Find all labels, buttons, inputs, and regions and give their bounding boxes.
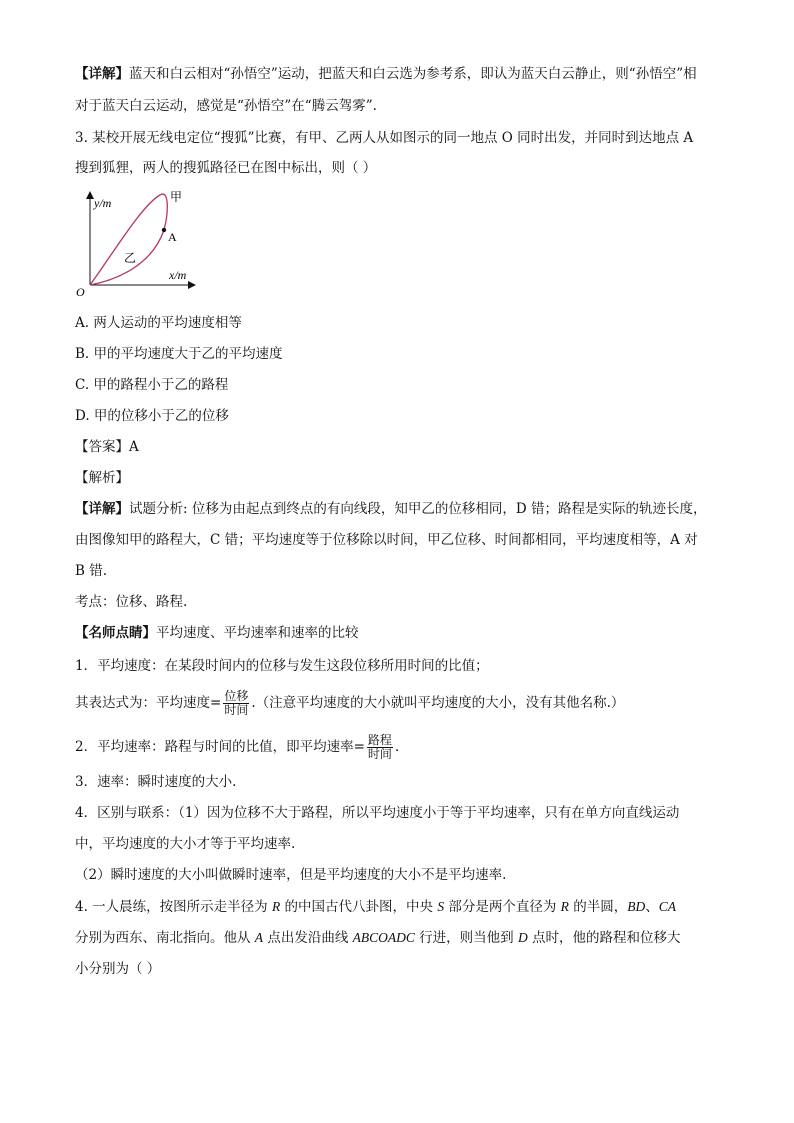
prev-detail-line-1 — [75, 64, 697, 84]
kaodian-line: 考点：位移、路程. — [75, 594, 188, 610]
item1-fraction-den: 时间 — [224, 703, 249, 717]
prev-detail-tag: 【详解】 — [75, 66, 129, 82]
q4-text-5: 、 — [645, 899, 659, 915]
origin-label: O — [76, 285, 85, 299]
q3-detail-line-3: B 错. — [75, 563, 108, 579]
q3-stem-line-1: 3. 某校开展无线电定位“搜狐”比赛，有甲、乙两人从如图示的同一地点 O 同时出发，并同时到达地点 A — [75, 130, 694, 146]
item3-line: 3．速率：瞬时速度的大小. — [75, 774, 237, 790]
q4-text-2: 的中国古代八卦图，中央 — [280, 899, 438, 915]
q4-var-a: A — [254, 930, 264, 945]
q4-var-bd: BD — [627, 899, 646, 914]
item4-line-3: （2）瞬时速度的大小叫做瞬时速率，但是平均速度的大小不是平均速率. — [75, 867, 507, 883]
item2-prefix: 2．平均速率：路程与时间的比值，即平均速率= — [75, 739, 365, 755]
q3-detail-tag: 【详解】 — [75, 501, 129, 517]
q4-var-r2: R — [560, 899, 569, 914]
item2-fraction-num: 路程 — [367, 733, 392, 747]
mingshi-title: 平均速度、平均速率和速率的比较 — [156, 625, 359, 641]
prev-detail-text-1: 蓝天和白云相对“孙悟空”运动，把蓝天和白云选为参考系，即认为蓝天白云静止，则“孙悟空”相 — [129, 66, 697, 82]
item2-fraction — [367, 734, 393, 761]
item2-line — [75, 732, 399, 762]
q3-stem-line-2: 搜到狐狸，两人的搜狐路径已在图中标出，则（ ） — [75, 160, 377, 176]
q4-text-8: 行进，则当他到 — [414, 930, 518, 946]
path-jia-label: 甲 — [170, 190, 183, 204]
q4-text-3: 部分是两个直径为 — [444, 899, 561, 915]
q4-text-4: 的半圆， — [568, 899, 628, 915]
item1-expr-prefix: 其表达式为：平均速度= — [75, 695, 222, 711]
item1-fraction — [223, 690, 249, 717]
item2-fraction-den: 时间 — [367, 747, 392, 761]
q3-figure — [72, 185, 202, 300]
q4-var-ca: CA — [658, 899, 676, 914]
answer-line: 【答案】A — [75, 439, 139, 455]
q4-stem-line-2 — [75, 928, 681, 948]
q3-detail-line-2: 由图像知甲的路程大，C 错；平均速度等于位移除以时间，甲乙位移、时间都相同，平均速度相等，A 对 — [75, 532, 698, 548]
x-axis-label: x/m — [169, 268, 187, 282]
q4-text-1: 4. 一人晨练，按图所示走半径为 — [75, 899, 272, 915]
q4-text-6: 分别为西东、南北指向。他从 — [75, 930, 255, 946]
path-yi-label: 乙 — [124, 251, 137, 265]
q3-detail-text-1: 试题分析: 位移为由起点到终点的有向线段，知甲乙的位移相同，D 错；路程是实际的轨迹长度， — [129, 501, 707, 517]
item2-suffix: . — [394, 739, 400, 755]
option-a: A. 两人运动的平均速度相等 — [75, 315, 242, 331]
y-axis-label: y/m — [94, 196, 112, 210]
q4-text-9: 点时，他的路程和位移大 — [527, 930, 681, 946]
point-a-dot — [162, 228, 166, 232]
item1-expr-suffix: .（注意平均速度的大小就叫平均速度的大小，没有其他名称.） — [251, 695, 625, 711]
item4-line-1: 4．区别与联系：（1）因为位移不大于路程，所以平均速度小于等于平均速率，只有在单方向直线运动 — [75, 805, 680, 821]
point-a-label: A — [168, 230, 177, 244]
q4-var-s: S — [437, 899, 445, 914]
q4-var-path: ABCOADC — [352, 930, 415, 945]
q4-stem-line-3: 小分别为（ ） — [75, 961, 161, 977]
mingshi-tag: 【名师点睛】 — [75, 625, 156, 641]
option-d: D. 甲的位移小于乙的位移 — [75, 408, 229, 424]
item4-line-2: 中，平均速度的大小才等于平均速率. — [75, 836, 296, 852]
q4-text-7: 点出发沿曲线 — [263, 930, 353, 946]
q4-var-r1: R — [271, 899, 281, 914]
item1-expr-line — [75, 688, 624, 718]
option-c: C. 甲的路程小于乙的路程 — [75, 377, 229, 393]
prev-detail-line-2: 对于蓝天白云运动，感觉是“孙悟空”在“腾云驾雾”. — [75, 98, 377, 114]
item1-line: 1．平均速度：在某段时间内的位移与发生这段位移所用时间的比值； — [75, 658, 489, 674]
option-b: B. 甲的平均速度大于乙的平均速度 — [75, 346, 283, 362]
q3-detail-line-1 — [75, 499, 706, 519]
analysis-title: 【解析】 — [75, 470, 129, 486]
q4-stem-line-1 — [75, 897, 676, 917]
item1-fraction-num: 位移 — [224, 689, 249, 703]
q4-var-d: D — [517, 930, 528, 945]
mingshi-line — [75, 623, 359, 643]
